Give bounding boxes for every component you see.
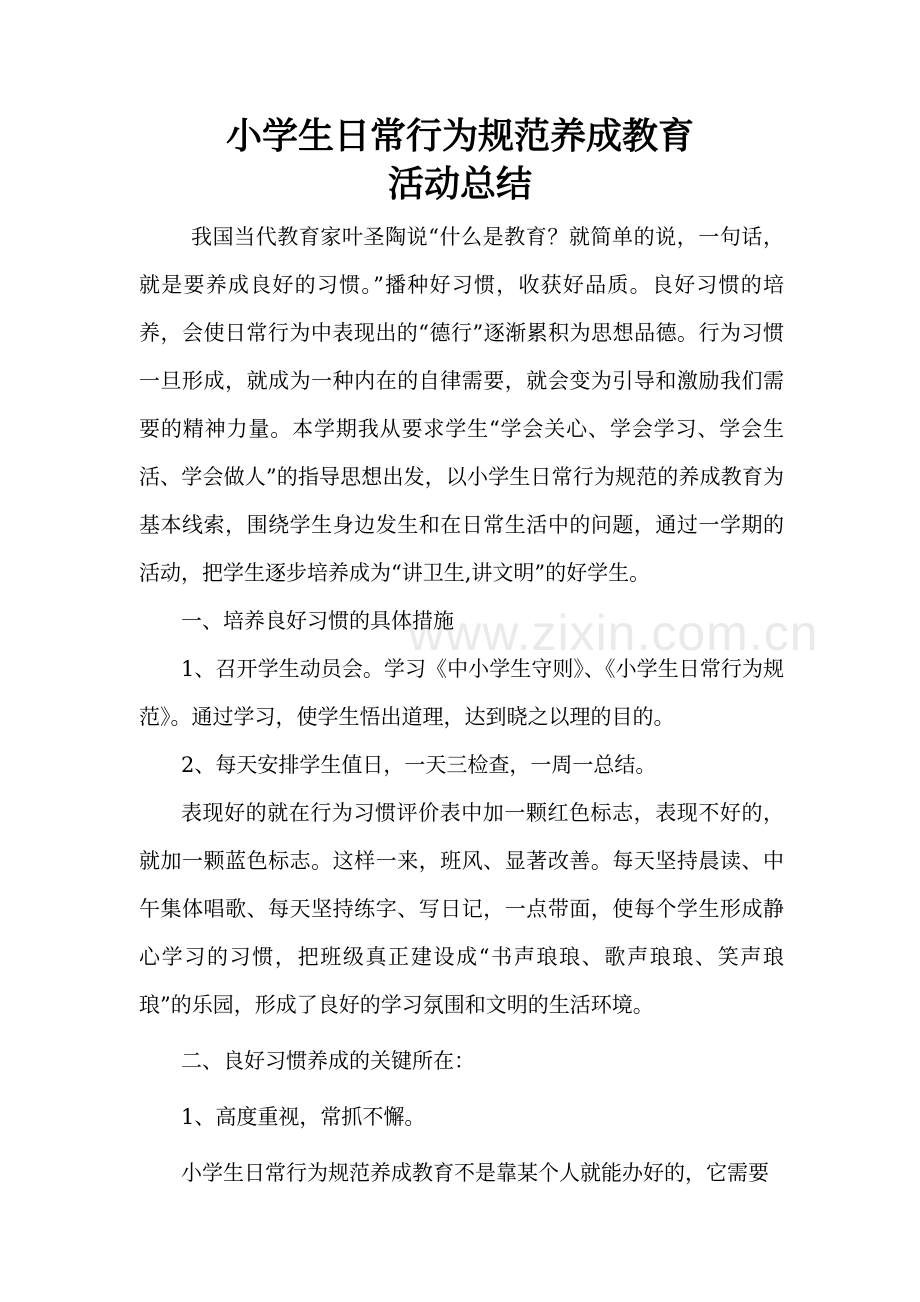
paragraph-evaluation: 表现好的就在行为习惯评价表中加一颗红色标志，表现不好的，就加一颗蓝色标志。这样一来，班风、显著改善。每天坚持晨读、中午集体唱歌、每天坚持练字、写日记，一点带面，使每个学生形成静心学习的习惯，把班级真正建设成“书声琅琅、歌声琅琅、笑声琅琅”的乐园，形成了良好的学习氛围和文明的生活环境。: [139, 801, 784, 1017]
paragraph-measure-1: 1、召开学生动员会。学习《中小学生守则》、《小学生日常行为规范》。通过学习，使学生悟出道理，达到晓之以理的目的。: [139, 657, 784, 729]
document-body: [139, 213, 784, 1197]
title-line-2: 活动总结: [387, 163, 532, 205]
section-heading-2: 二、良好习惯养成的关键所在：: [181, 1049, 475, 1073]
watermark: www.zixin.com.cn: [408, 605, 819, 661]
paragraph-measure-2: 2、每天安排学生值日，一天三检查，一周一总结。: [181, 753, 657, 777]
paragraph-continuation: 小学生日常行为规范养成教育不是靠某个人就能办好的，它需要: [181, 1161, 769, 1185]
document-title: [0, 112, 920, 208]
paragraph-key-1: 1、高度重视，常抓不懈。: [181, 1105, 426, 1129]
section-heading-1: 一、培养良好习惯的具体措施: [181, 609, 454, 633]
paragraph-intro: 我国当代教育家叶圣陶说“什么是教育？就简单的说，一句话，就是要养成良好的习惯。”播种好习惯，收获好品质。良好习惯的培养，会使日常行为中表现出的“德行”逐渐累积为思想品德。行为习惯一旦形成，就成为一种内在的自律需要，就会变为引导和激励我们需要的精神力量。本学期我从要求学生“学会关心、学会学习、学会生活、学会做人”的指导思想出发，以小学生日常行为规范的养成教育为基本线索，围绕学生身边发生和在日常生活中的问题，通过一学期的活动，把学生逐步培养成为“讲卫生,讲文明”的好学生。: [139, 225, 784, 585]
title-line-1: 小学生日常行为规范养成教育: [225, 115, 694, 157]
